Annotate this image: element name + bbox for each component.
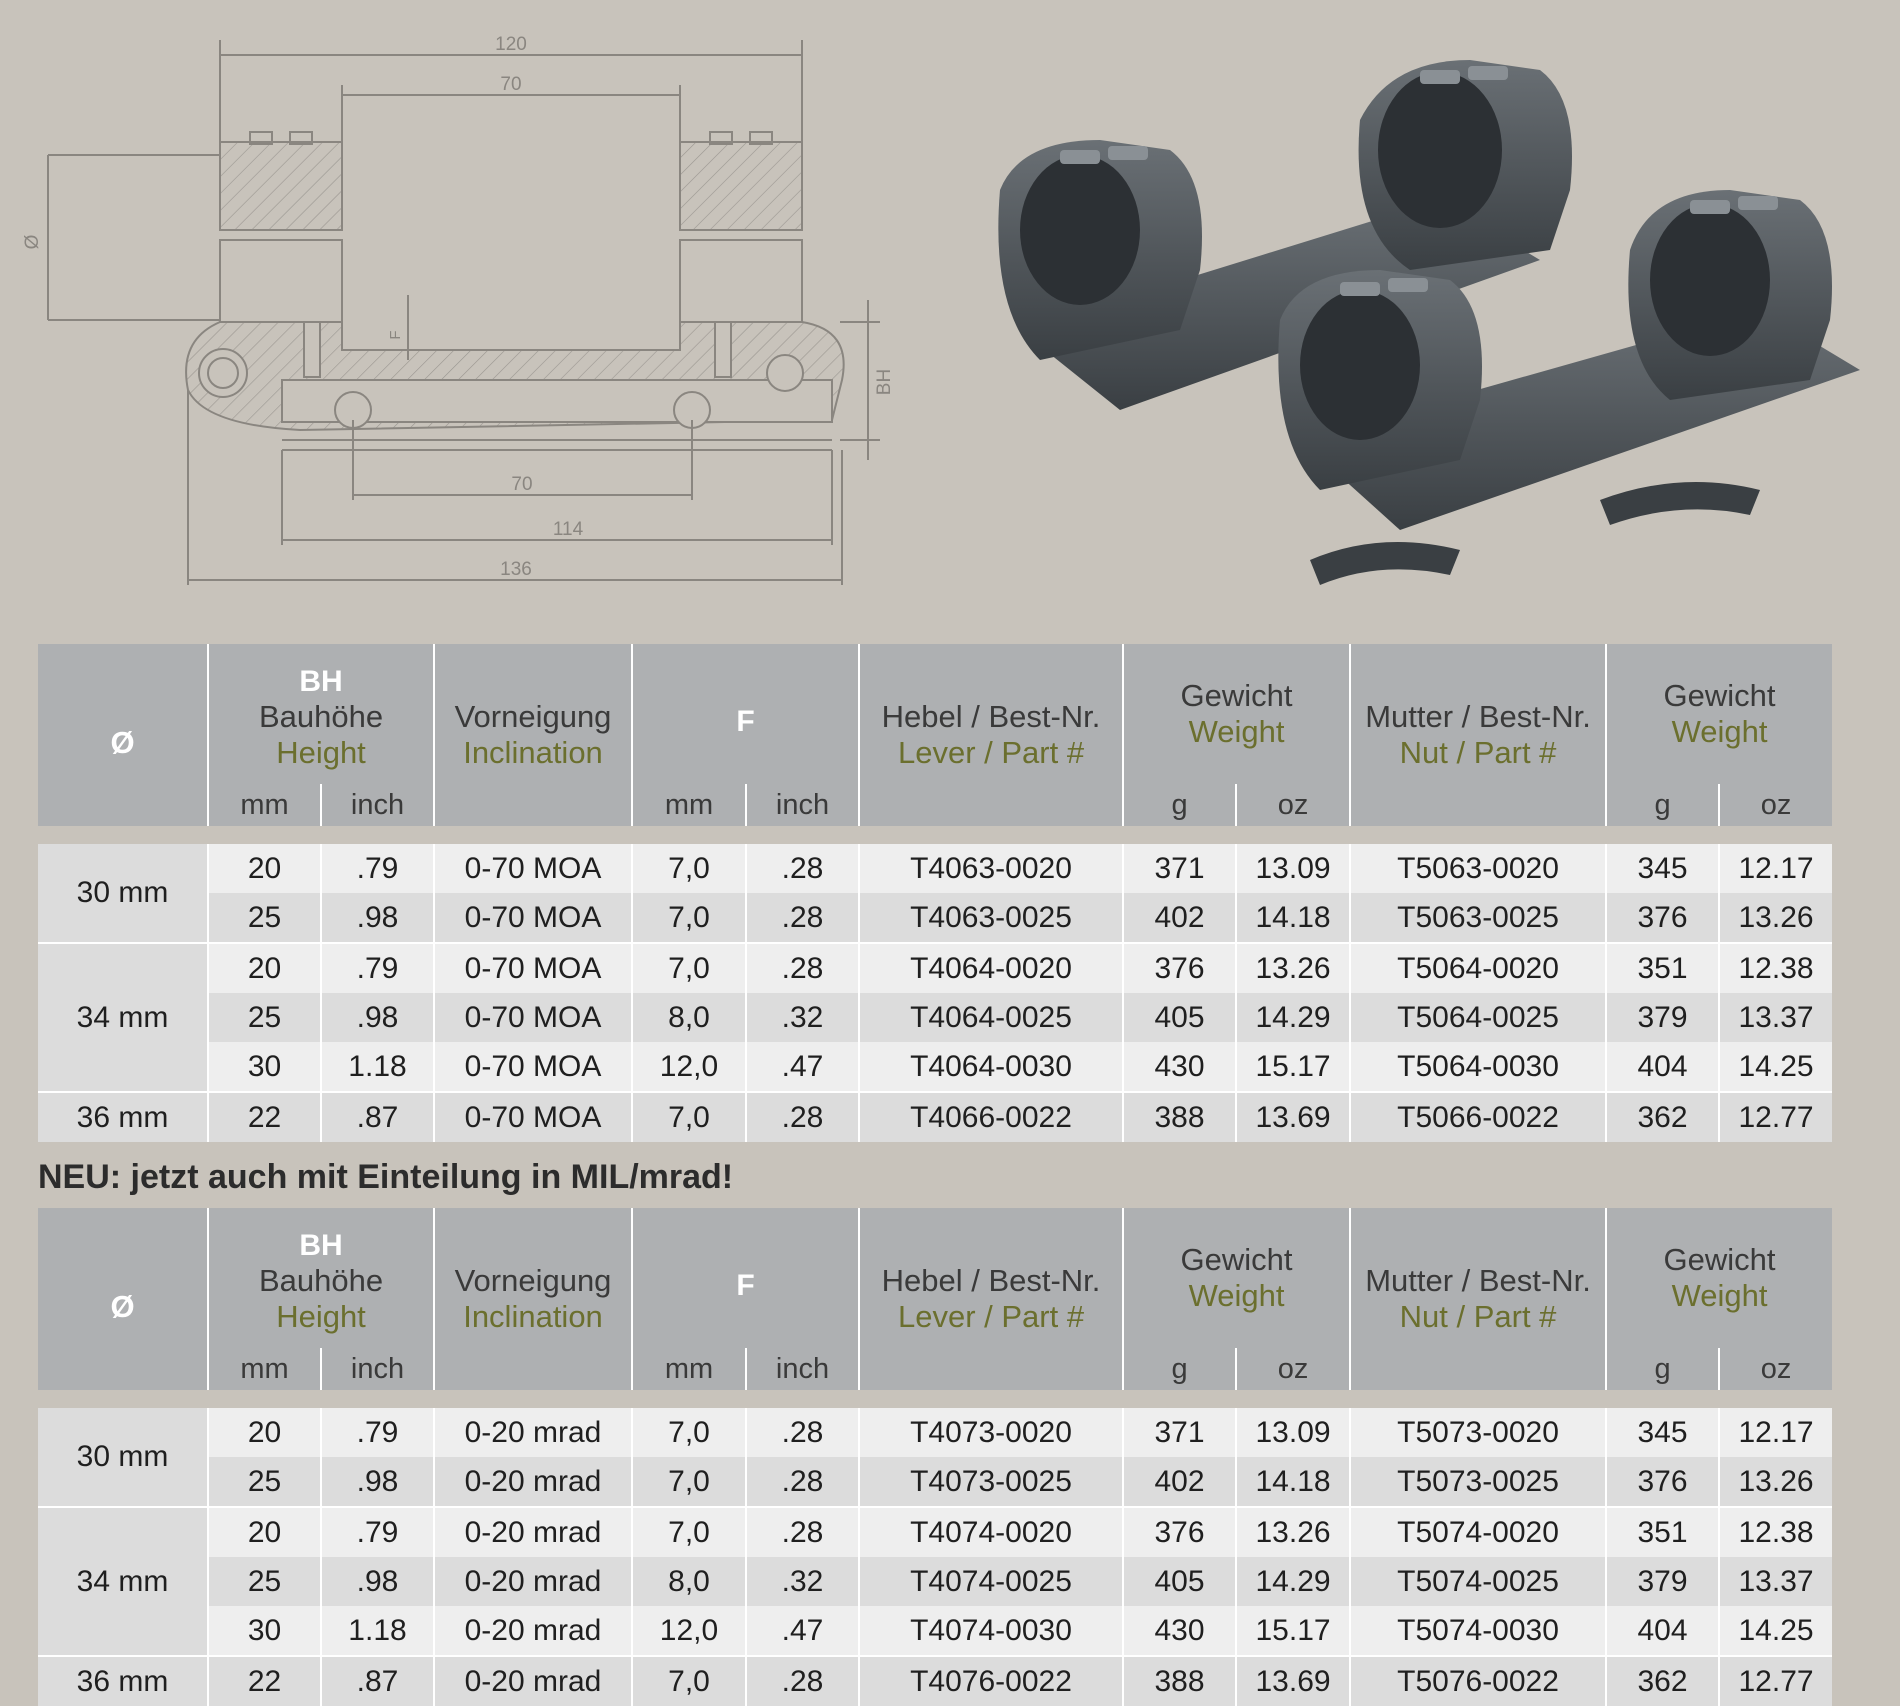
lever-part-cell: T4066-0022 [859, 1092, 1123, 1142]
nut-weight-oz-cell: 12.38 [1719, 1507, 1832, 1557]
dim-diameter-label: Ø [22, 234, 43, 250]
nut-weight-oz-cell: 12.17 [1719, 1408, 1832, 1457]
header-bh: BH Bauhöhe Height [208, 644, 434, 784]
lever-weight-oz-cell: 14.18 [1236, 1457, 1350, 1507]
lever-part-cell: T4076-0022 [859, 1656, 1123, 1706]
header-nut: Mutter / Best-Nr. Nut / Part # [1350, 644, 1606, 826]
technical-drawing [20, 20, 895, 600]
lever-weight-oz-cell: 15.17 [1236, 1606, 1350, 1656]
bh-inch-cell: .79 [321, 1408, 434, 1457]
bh-inch-cell: .98 [321, 893, 434, 943]
f-mm-cell: 7,0 [632, 1408, 746, 1457]
header-diameter: Ø [38, 644, 208, 826]
inclination-cell: 0-70 MOA [434, 1092, 632, 1142]
header-lever: Hebel / Best-Nr. Lever / Part # [859, 1208, 1123, 1390]
ring-front-right [1628, 190, 1832, 400]
header-nut: Mutter / Best-Nr. Nut / Part # [1350, 1208, 1606, 1390]
lever-weight-g-cell: 402 [1123, 893, 1236, 943]
lever-weight-oz-cell: 14.29 [1236, 1557, 1350, 1606]
dim-bh-label: BH [874, 368, 895, 396]
table-row [38, 1656, 1832, 1706]
header-weight-nut-g: g [1606, 1348, 1719, 1390]
header-bh-mm: mm [208, 1348, 321, 1390]
lever-back [1600, 482, 1760, 525]
bh-inch-cell: .79 [321, 1507, 434, 1557]
f-mm-cell: 7,0 [632, 844, 746, 893]
bh-mm-cell: 30 [208, 1042, 321, 1092]
lever-weight-oz-cell: 13.09 [1236, 844, 1350, 893]
header-weight-lever: Gewicht Weight [1123, 644, 1350, 784]
header-bh: BH Bauhöhe Height [208, 1208, 434, 1348]
nut-weight-g-cell: 362 [1606, 1656, 1719, 1706]
lever-weight-g-cell: 430 [1123, 1606, 1236, 1656]
lever-part-cell: T4074-0020 [859, 1507, 1123, 1557]
table-row [38, 1457, 1832, 1507]
lever-part-cell: T4063-0020 [859, 844, 1123, 893]
f-mm-cell: 12,0 [632, 1042, 746, 1092]
bh-inch-cell: .98 [321, 1457, 434, 1507]
f-mm-cell: 7,0 [632, 1656, 746, 1706]
inclination-cell: 0-20 mrad [434, 1457, 632, 1507]
lever-part-cell: T4074-0025 [859, 1557, 1123, 1606]
ring-back-left [998, 140, 1202, 360]
f-inch-cell: .28 [746, 1408, 859, 1457]
header-f-inch: inch [746, 784, 859, 826]
table-row [38, 943, 1832, 993]
header-inclination: Vorneigung Inclination [434, 644, 632, 826]
diameter-cell: 30 mm [38, 1408, 208, 1507]
diameter-cell: 30 mm [38, 844, 208, 943]
inclination-cell: 0-70 MOA [434, 993, 632, 1042]
nut-part-cell: T5063-0020 [1350, 844, 1606, 893]
header-weight-lever-oz: oz [1236, 784, 1350, 826]
bh-mm-cell: 20 [208, 943, 321, 993]
lever-weight-g-cell: 371 [1123, 1408, 1236, 1457]
section-title-mrad: NEU: jetzt auch mit Einteilung in MIL/mrad! [38, 1158, 734, 1196]
lever-part-cell: T4074-0030 [859, 1606, 1123, 1656]
nut-weight-oz-cell: 12.77 [1719, 1656, 1832, 1706]
f-inch-cell: .28 [746, 1507, 859, 1557]
inclination-cell: 0-70 MOA [434, 943, 632, 993]
inclination-cell: 0-70 MOA [434, 844, 632, 893]
nut-part-cell: T5074-0025 [1350, 1557, 1606, 1606]
header-f-mm: mm [632, 1348, 746, 1390]
nut-weight-g-cell: 345 [1606, 844, 1719, 893]
nut-weight-oz-cell: 13.26 [1719, 1457, 1832, 1507]
nut-weight-oz-cell: 13.37 [1719, 993, 1832, 1042]
nut-part-cell: T5073-0025 [1350, 1457, 1606, 1507]
table-row [38, 993, 1832, 1042]
f-mm-cell: 12,0 [632, 1606, 746, 1656]
nut-weight-oz-cell: 12.38 [1719, 943, 1832, 993]
dim-f-label: F [387, 330, 404, 340]
header-weight-lever-oz: oz [1236, 1348, 1350, 1390]
diameter-cell: 34 mm [38, 1507, 208, 1656]
lever-weight-oz-cell: 13.26 [1236, 1507, 1350, 1557]
f-inch-cell: .28 [746, 844, 859, 893]
nut-weight-g-cell: 362 [1606, 1092, 1719, 1142]
lever-weight-oz-cell: 15.17 [1236, 1042, 1350, 1092]
lever-front [1310, 542, 1460, 585]
f-mm-cell: 7,0 [632, 1507, 746, 1557]
bh-mm-cell: 20 [208, 844, 321, 893]
table-row [38, 1092, 1832, 1142]
table-body [38, 826, 1832, 1142]
inclination-cell: 0-70 MOA [434, 893, 632, 943]
nut-weight-g-cell: 379 [1606, 1557, 1719, 1606]
ring-back-right [1359, 60, 1572, 270]
nut-weight-g-cell: 404 [1606, 1606, 1719, 1656]
bh-mm-cell: 25 [208, 1557, 321, 1606]
bh-inch-cell: .98 [321, 993, 434, 1042]
bh-mm-cell: 25 [208, 993, 321, 1042]
bh-mm-cell: 22 [208, 1092, 321, 1142]
header-bh-inch: inch [321, 784, 434, 826]
bh-inch-cell: 1.18 [321, 1042, 434, 1092]
bh-inch-cell: .79 [321, 844, 434, 893]
nut-part-cell: T5074-0030 [1350, 1606, 1606, 1656]
inclination-cell: 0-70 MOA [434, 1042, 632, 1092]
header-bh-mm: mm [208, 784, 321, 826]
inclination-cell: 0-20 mrad [434, 1606, 632, 1656]
bh-mm-cell: 25 [208, 1457, 321, 1507]
nut-part-cell: T5064-0025 [1350, 993, 1606, 1042]
f-mm-cell: 7,0 [632, 1092, 746, 1142]
nut-part-cell: T5066-0022 [1350, 1092, 1606, 1142]
dim-114-label: 114 [552, 519, 584, 540]
header-weight-lever-g: g [1123, 784, 1236, 826]
nut-weight-oz-cell: 12.77 [1719, 1092, 1832, 1142]
table-spacer [38, 826, 1832, 844]
nut-part-cell: T5063-0025 [1350, 893, 1606, 943]
f-mm-cell: 7,0 [632, 943, 746, 993]
header-diameter: Ø [38, 1208, 208, 1390]
table-row [38, 1042, 1832, 1092]
f-inch-cell: .47 [746, 1606, 859, 1656]
header-inclination: Vorneigung Inclination [434, 1208, 632, 1390]
lever-weight-g-cell: 388 [1123, 1656, 1236, 1706]
table-spacer [38, 1390, 1832, 1408]
nut-weight-g-cell: 351 [1606, 1507, 1719, 1557]
inclination-cell: 0-20 mrad [434, 1408, 632, 1457]
lever-weight-g-cell: 402 [1123, 1457, 1236, 1507]
nut-part-cell: T5074-0020 [1350, 1507, 1606, 1557]
lever-weight-g-cell: 405 [1123, 1557, 1236, 1606]
nut-weight-g-cell: 376 [1606, 893, 1719, 943]
lever-weight-oz-cell: 13.69 [1236, 1656, 1350, 1706]
header-weight-nut: Gewicht Weight [1606, 1208, 1832, 1348]
bh-inch-cell: .98 [321, 1557, 434, 1606]
nut-weight-g-cell: 376 [1606, 1457, 1719, 1507]
nut-part-cell: T5064-0020 [1350, 943, 1606, 993]
table-row [38, 1507, 1832, 1557]
f-inch-cell: .32 [746, 993, 859, 1042]
nut-part-cell: T5064-0030 [1350, 1042, 1606, 1092]
header-bh-inch: inch [321, 1348, 434, 1390]
lever-weight-oz-cell: 13.69 [1236, 1092, 1350, 1142]
f-inch-cell: .28 [746, 893, 859, 943]
f-inch-cell: .28 [746, 1656, 859, 1706]
f-inch-cell: .28 [746, 1457, 859, 1507]
header-weight-nut-oz: oz [1719, 784, 1832, 826]
nut-weight-g-cell: 345 [1606, 1408, 1719, 1457]
bh-inch-cell: .87 [321, 1656, 434, 1706]
table-row [38, 1408, 1832, 1457]
lever-weight-oz-cell: 13.26 [1236, 943, 1350, 993]
dim-136-label: 136 [500, 559, 532, 580]
f-mm-cell: 7,0 [632, 893, 746, 943]
dim-70-bottom-label: 70 [511, 474, 533, 495]
f-mm-cell: 8,0 [632, 1557, 746, 1606]
bh-mm-cell: 30 [208, 1606, 321, 1656]
table-row [38, 1606, 1832, 1656]
lever-weight-oz-cell: 13.09 [1236, 1408, 1350, 1457]
inclination-cell: 0-20 mrad [434, 1557, 632, 1606]
dim-70-top-label: 70 [500, 74, 522, 95]
bh-mm-cell: 22 [208, 1656, 321, 1706]
bh-inch-cell: .87 [321, 1092, 434, 1142]
diameter-cell: 36 mm [38, 1656, 208, 1706]
lever-part-cell: T4064-0030 [859, 1042, 1123, 1092]
nut-weight-g-cell: 404 [1606, 1042, 1719, 1092]
nut-weight-oz-cell: 13.26 [1719, 893, 1832, 943]
table-row [38, 893, 1832, 943]
bh-inch-cell: .79 [321, 943, 434, 993]
header-weight-nut-g: g [1606, 784, 1719, 826]
lever-weight-g-cell: 371 [1123, 844, 1236, 893]
nut-weight-g-cell: 379 [1606, 993, 1719, 1042]
bh-mm-cell: 20 [208, 1507, 321, 1557]
header-weight-nut-oz: oz [1719, 1348, 1832, 1390]
lever-weight-g-cell: 376 [1123, 1507, 1236, 1557]
lever-weight-oz-cell: 14.29 [1236, 993, 1350, 1042]
header-lever: Hebel / Best-Nr. Lever / Part # [859, 644, 1123, 826]
table-body [38, 1390, 1832, 1706]
f-inch-cell: .32 [746, 1557, 859, 1606]
f-inch-cell: .47 [746, 1042, 859, 1092]
nut-weight-oz-cell: 14.25 [1719, 1042, 1832, 1092]
f-inch-cell: .28 [746, 943, 859, 993]
nut-weight-oz-cell: 13.37 [1719, 1557, 1832, 1606]
f-mm-cell: 8,0 [632, 993, 746, 1042]
diameter-cell: 36 mm [38, 1092, 208, 1142]
inclination-cell: 0-20 mrad [434, 1507, 632, 1557]
header-weight-lever: Gewicht Weight [1123, 1208, 1350, 1348]
f-mm-cell: 7,0 [632, 1457, 746, 1507]
table-row [38, 844, 1832, 893]
dim-120-label: 120 [495, 34, 527, 55]
ring-front-left [1278, 270, 1482, 490]
bh-inch-cell: 1.18 [321, 1606, 434, 1656]
header-f: F [632, 1208, 859, 1348]
lever-part-cell: T4064-0025 [859, 993, 1123, 1042]
spec-table-mrad [38, 1208, 1832, 1706]
f-inch-cell: .28 [746, 1092, 859, 1142]
lever-weight-oz-cell: 14.18 [1236, 893, 1350, 943]
spec-table-moa [38, 644, 1832, 1142]
lever-weight-g-cell: 388 [1123, 1092, 1236, 1142]
nut-weight-oz-cell: 14.25 [1719, 1606, 1832, 1656]
header-f-mm: mm [632, 784, 746, 826]
lever-weight-g-cell: 430 [1123, 1042, 1236, 1092]
table-row [38, 1557, 1832, 1606]
header-weight-nut: Gewicht Weight [1606, 644, 1832, 784]
nut-weight-oz-cell: 12.17 [1719, 844, 1832, 893]
header-f: F [632, 644, 859, 784]
lever-part-cell: T4073-0025 [859, 1457, 1123, 1507]
scope-mount-photo [980, 30, 1890, 620]
diameter-cell: 34 mm [38, 943, 208, 1092]
lever-part-cell: T4064-0020 [859, 943, 1123, 993]
bh-mm-cell: 20 [208, 1408, 321, 1457]
lever-weight-g-cell: 376 [1123, 943, 1236, 993]
inclination-cell: 0-20 mrad [434, 1656, 632, 1706]
lever-weight-g-cell: 405 [1123, 993, 1236, 1042]
header-weight-lever-g: g [1123, 1348, 1236, 1390]
lever-part-cell: T4063-0025 [859, 893, 1123, 943]
lever-part-cell: T4073-0020 [859, 1408, 1123, 1457]
nut-part-cell: T5073-0020 [1350, 1408, 1606, 1457]
nut-weight-g-cell: 351 [1606, 943, 1719, 993]
header-f-inch: inch [746, 1348, 859, 1390]
nut-part-cell: T5076-0022 [1350, 1656, 1606, 1706]
bh-mm-cell: 25 [208, 893, 321, 943]
